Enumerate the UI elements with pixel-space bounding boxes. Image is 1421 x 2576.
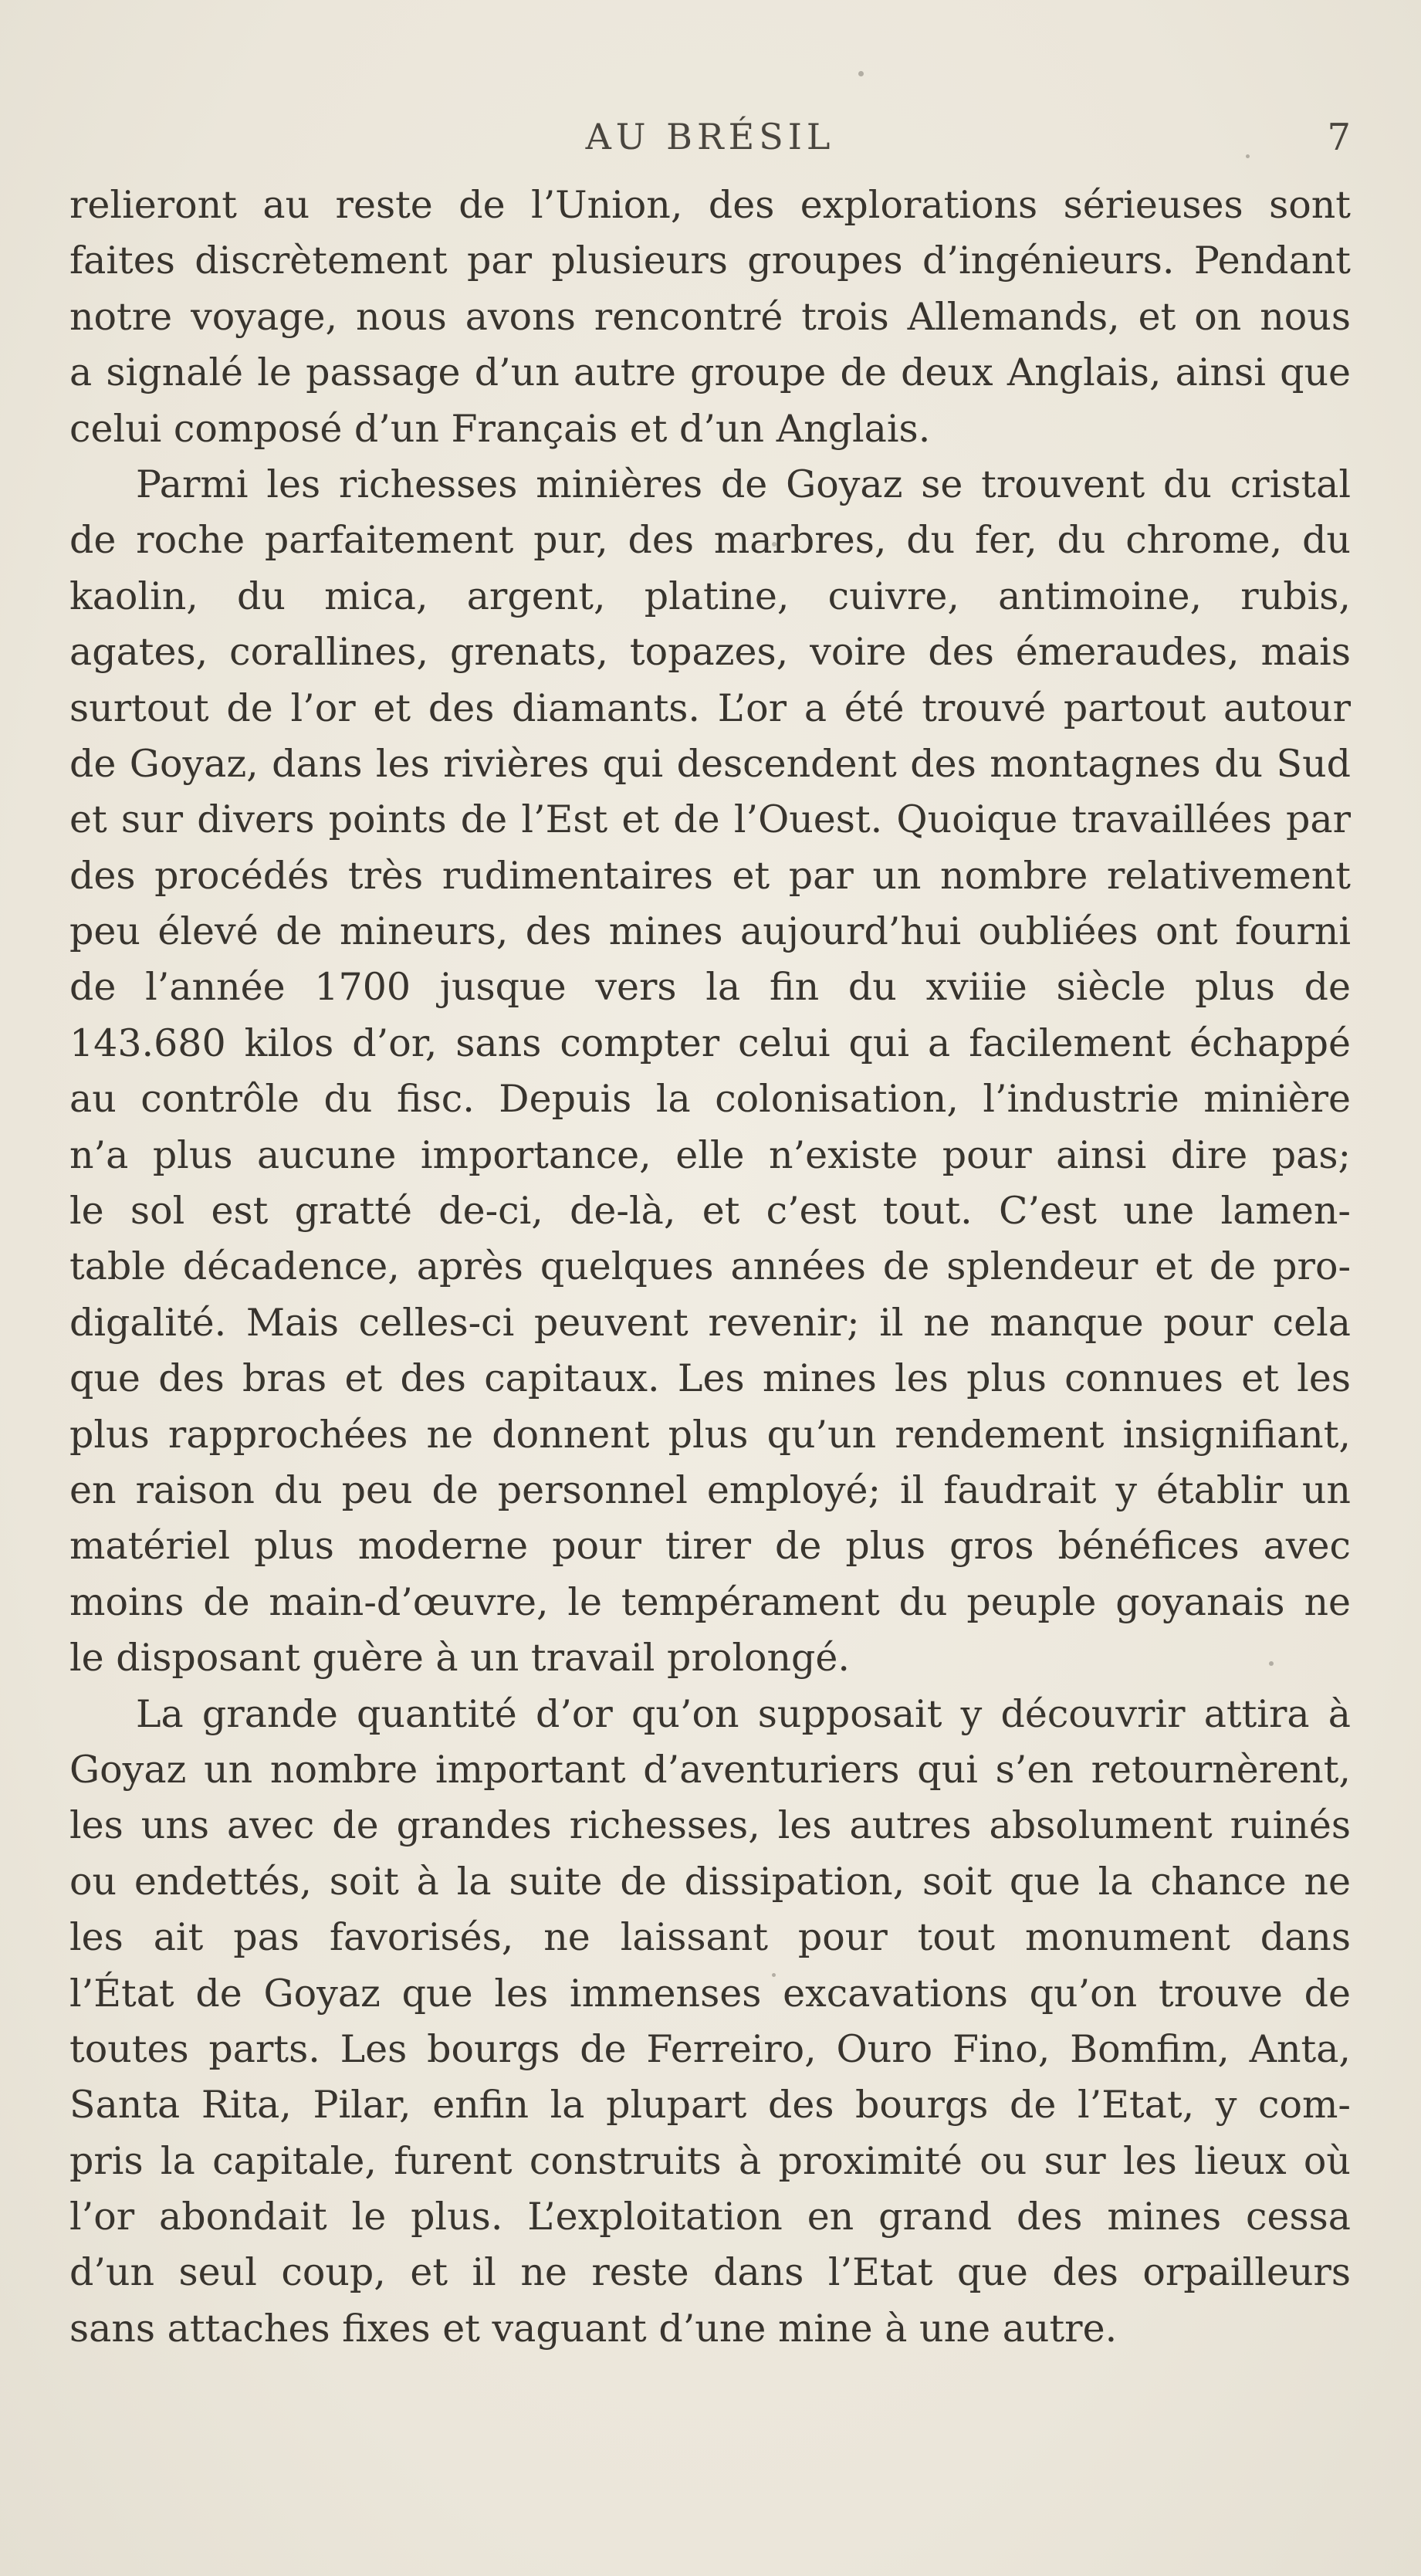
text-line: faites discrètement par plusieurs groupes d’ingénieurs. Pendant [69,239,1351,283]
body-text [69,178,1351,2357]
text-line: ou endettés, soit à la suite de dissipation, soit que la chance ne [69,1859,1351,1904]
running-title: AU BRÉSIL [585,116,835,157]
paragraph [69,1687,1351,2358]
text-line: Santa Rita, Pilar, enfin la plupart des bourgs de l’Etat, y com- [69,2083,1351,2127]
page-number: 7 [1327,116,1351,159]
text-line: les uns avec de grandes richesses, les autres absolument ruinés [69,1803,1351,1848]
text-line: digalité. Mais celles-ci peuvent revenir; il ne manque pour cela [69,1300,1351,1345]
text-line: table décadence, après quelques années de splendeur et de pro- [69,1244,1351,1289]
text-line: celui composé d’un Français et d’un Anglais. [69,406,931,451]
text-line: surtout de l’or et des diamants. L’or a été trouvé partout autour [69,685,1351,730]
text-line: Goyaz un nombre important d’aventuriers qui s’en retournèrent, [69,1747,1351,1792]
text-line: La grande quantité d’or qu’on supposait y découvrir attira à [136,1691,1351,1736]
text-line: 143.680 kilos d’or, sans compter celui qui a facilement échappé [69,1021,1351,1065]
paragraph [69,457,1351,1687]
text-line: les ait pas favorisés, ne laissant pour tout monument dans [69,1915,1351,1960]
text-line: le sol est gratté de-ci, de-là, et c’est tout. C’est une lamen- [69,1189,1351,1234]
text-line: notre voyage, nous avons rencontré trois Allemands, et on nous [69,294,1351,339]
text-line: l’or abondait le plus. L’exploitation en grand des mines cessa [69,2195,1351,2239]
running-header [69,116,1351,162]
text-line: que des bras et des capitaux. Les mines les plus connues et les [69,1356,1351,1401]
text-line: de l’année 1700 jusque vers la fin du xviiie siècle plus de [69,965,1351,1010]
text-line: plus rapprochées ne donnent plus qu’un rendement insignifiant, [69,1412,1351,1457]
paper-speck [858,71,864,76]
text-line: agates, corallines, grenats, topazes, voire des émeraudes, mais [69,630,1351,675]
paragraph [69,178,1351,457]
text-line: le disposant guère à un travail prolongé. [69,1636,850,1681]
text-line: a signalé le passage d’un autre groupe de deux Anglais, ainsi que [69,350,1351,395]
text-line: moins de main-d’œuvre, le tempérament du peuple goyanais ne [69,1579,1351,1624]
text-line: relieront au reste de l’Union, des explorations sérieuses sont [69,183,1351,227]
text-line: de roche parfaitement pur, des marbres, du fer, du chrome, du [69,518,1351,563]
text-line: sans attaches fixes et vaguant d’une mine à une autre. [69,2306,1118,2351]
text-line: kaolin, du mica, argent, platine, cuivre, antimoine, rubis, [69,574,1351,618]
text-line: en raison du peu de personnel employé; il faudrait y établir un [69,1467,1351,1512]
text-line: matériel plus moderne pour tirer de plus gros bénéfices avec [69,1524,1351,1569]
text-line: peu élevé de mineurs, des mines aujourd’hui oubliées ont fourni [69,909,1351,954]
text-line: l’État de Goyaz que les immenses excavations qu’on trouve de [69,1971,1351,2016]
text-line: de Goyaz, dans les rivières qui descendent des montagnes du Sud [69,741,1351,786]
text-line: et sur divers points de l’Est et de l’Ouest. Quoique travaillées par [69,797,1351,842]
text-line: d’un seul coup, et il ne reste dans l’Etat que des orpailleurs [69,2250,1351,2295]
text-line: pris la capitale, furent construits à proximité ou sur les lieux où [69,2138,1351,2183]
text-line: au contrôle du fisc. Depuis la colonisation, l’industrie minière [69,1077,1351,1122]
text-line: n’a plus aucune importance, elle n’existe pour ainsi dire pas; [69,1132,1351,1177]
text-line: Parmi les richesses minières de Goyaz se trouvent du cristal [136,462,1351,506]
text-line: des procédés très rudimentaires et par un nombre relativement [69,853,1351,898]
text-line: toutes parts. Les bourgs de Ferreiro, Ouro Fino, Bomfim, Anta, [69,2026,1351,2071]
